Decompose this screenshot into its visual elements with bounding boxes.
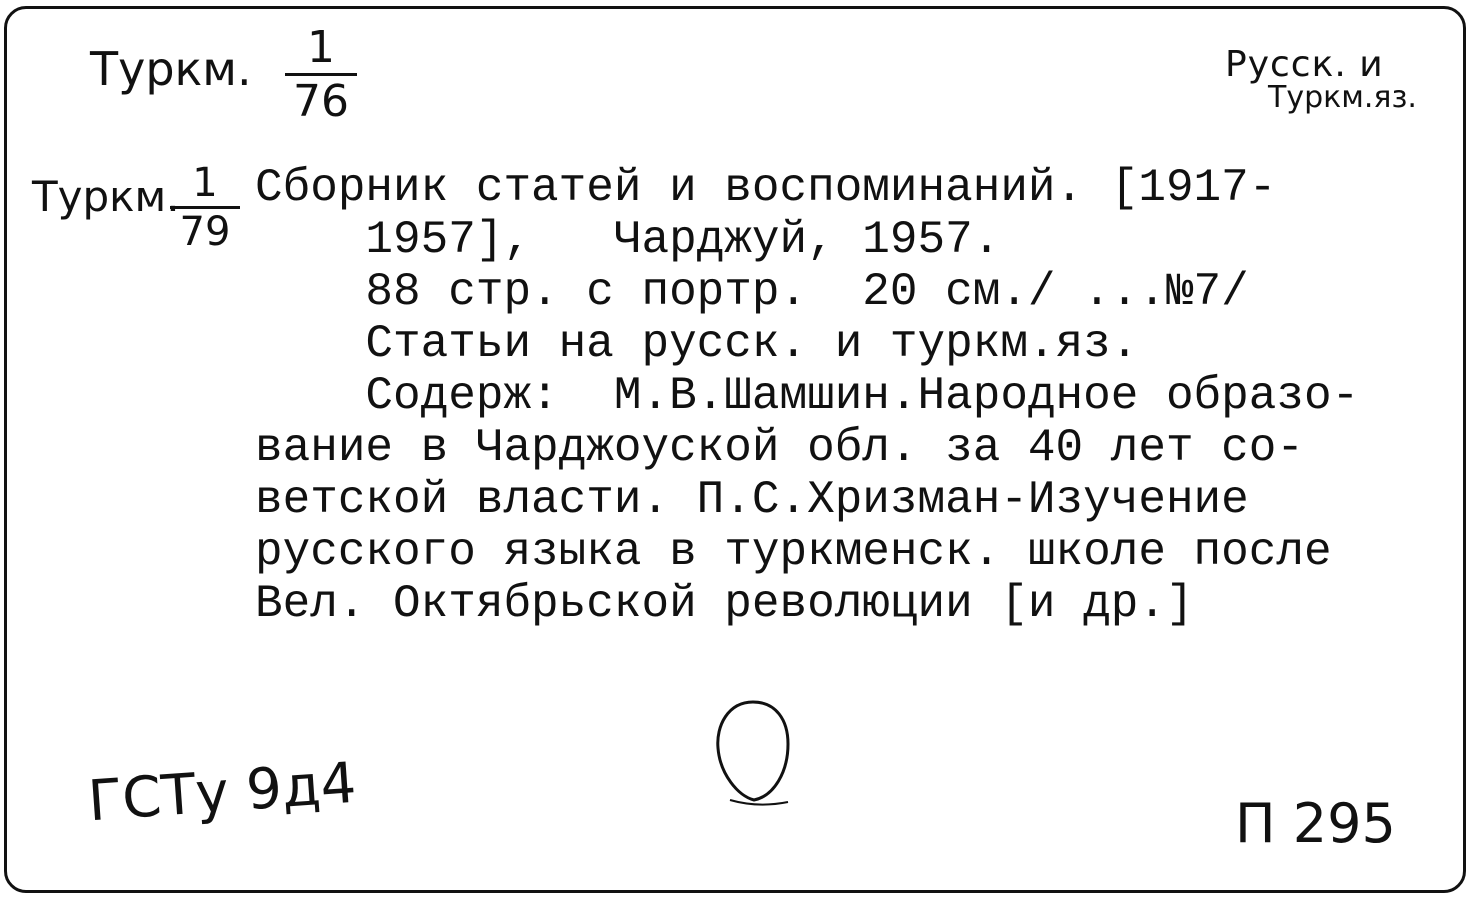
entry-line-7: ветской власти. П.С.Хризман-Изучение — [255, 474, 1249, 526]
entry-line-1: Сборник статей и воспоминаний. [1917- — [255, 162, 1277, 214]
inventory-number: П 295 — [1235, 792, 1396, 855]
stock-mark: ГСТу 9д4 — [86, 750, 359, 835]
language-note-line2: Туркм.яз. — [1268, 80, 1417, 115]
call-number-top-denominator: 76 — [293, 76, 349, 127]
entry-line-6: вание в Чарджоуской обл. за 40 лет со- — [255, 422, 1304, 474]
call-number-top-fraction — [285, 22, 357, 127]
shelf-mark-fraction — [170, 160, 240, 255]
entry-line-5: Содерж: М.В.Шамшин.Народное образо- — [255, 370, 1360, 422]
shelf-mark-denominator: 79 — [179, 209, 231, 255]
entry-line-9: Вел. Октябрьской революции [и др.] — [255, 578, 1194, 630]
shelf-mark-numerator: 1 — [170, 160, 240, 209]
entry-line-4: Статьи на русск. и туркм.яз. — [255, 318, 1139, 370]
call-number-top-numerator: 1 — [285, 22, 357, 76]
language-note-line1: Русск. и — [1225, 44, 1384, 85]
entry-line-3: 88 стр. с портр. 20 см./ ...№7/ — [255, 266, 1249, 318]
entry-line-8: русского языка в туркменск. школе после — [255, 526, 1332, 578]
entry-line-2: 1957], Чарджуй, 1957. — [255, 214, 1001, 266]
punch-hole — [708, 696, 798, 812]
call-number-top-label: Туркм. — [90, 42, 252, 96]
shelf-mark-label: Туркм. — [32, 172, 180, 221]
